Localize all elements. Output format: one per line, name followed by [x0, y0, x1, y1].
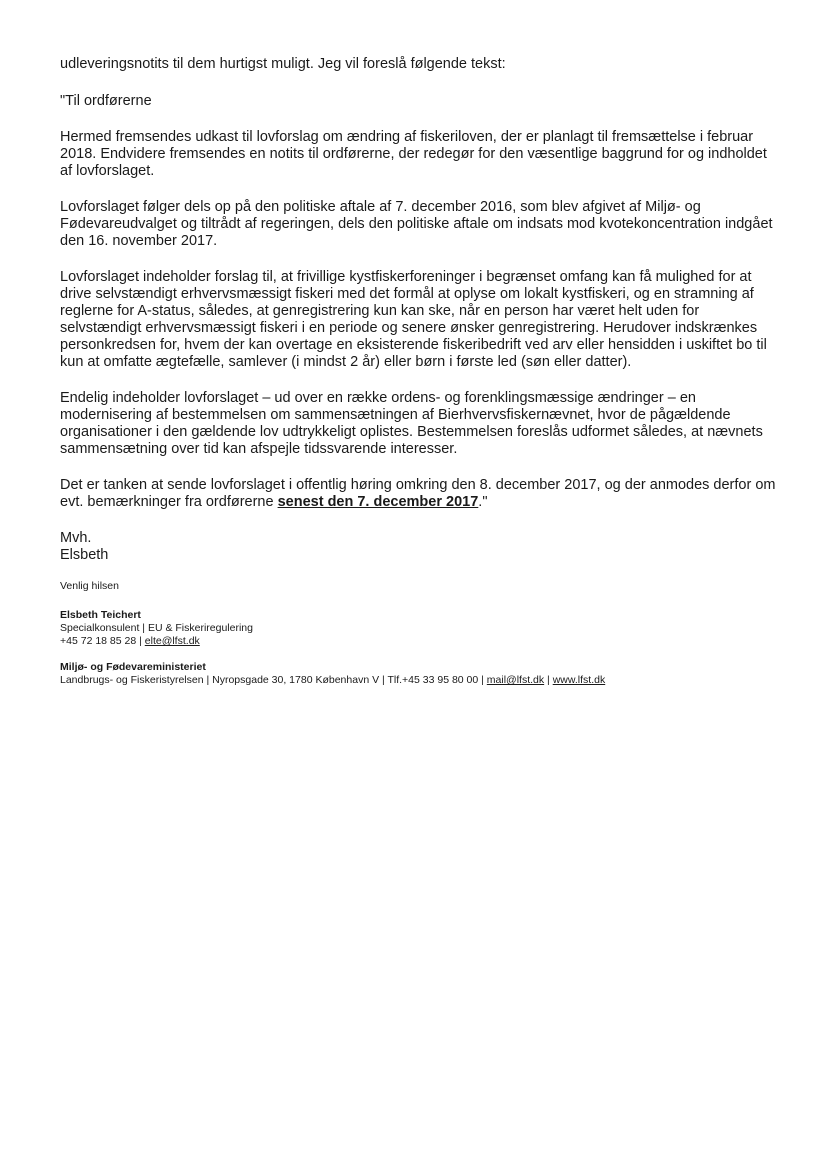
signature-address-line: [60, 674, 780, 687]
website-link[interactable]: www.lfst.dk: [552, 674, 606, 686]
signature-email-link[interactable]: elte@lfst.dk: [144, 635, 200, 647]
closing-name: Elsbeth: [60, 547, 109, 563]
signature-title: Specialkonsulent | EU & Fiskeriregulering: [60, 622, 253, 634]
email-signature: [60, 580, 780, 687]
signature-phone: +45 72 18 85 28 |: [60, 635, 145, 647]
closing: [60, 530, 780, 564]
salutation: "Til ordførerne: [60, 93, 152, 109]
closing-mvh: Mvh.: [60, 530, 92, 546]
paragraph-2: Lovforslaget følger dels op på den politiske aftale af 7. december 2016, som blev afgivet af Miljø- og Fødevareudvalget og tiltrådt af regeringen, dels den politiske aftale om indsats mod kvotekoncentration indgået den 16. november 2017.: [60, 199, 773, 249]
letter-body: [60, 56, 780, 687]
paragraph-3: Lovforslaget indeholder forslag til, at frivillige kystfiskerforeninger i begrænset omfang kan få mulighed for at drive selvstændigt erhvervsmæssigt fiskeri med det formål at oplyse om lokalt kystfiskeri, og en stramning af reglerne for A-status, således, at genregistrering kun kan ske, når en person har været helt uden for selvstændigt erhvervsmæssigt fiskeri i en periode og senere ønsker genregistrering. Herudover indskrænkes personkredsen for, hvem der kan overtage en eksisterende fiskeribedrift ved arv eller hensidden i uskiftet bo til kun at omfatte ægtefælle, samlever (i mindst 2 år) eller børn i første led (søn eller datter).: [60, 269, 767, 370]
opening-line: udleveringsnotits til dem hurtigst muligt. Jeg vil foreslå følgende tekst:: [60, 56, 506, 72]
signature-contact: [60, 635, 780, 648]
org-email-link[interactable]: mail@lfst.dk: [486, 674, 545, 686]
signature-address: Landbrugs- og Fiskeristyrelsen | Nyropsgade 30, 1780 København V | Tlf.+45 33 95 80 00 |: [60, 674, 487, 686]
signature-separator: |: [544, 674, 553, 686]
paragraph-5-end: .": [478, 494, 488, 510]
paragraph-5-text: Det er tanken at sende lovforslaget i offentlig høring omkring den 8. december 2017, og der anmodes derfor om evt. bemærkninger fra ordførerne: [60, 477, 776, 510]
signature-greeting: Venlig hilsen: [60, 580, 119, 592]
paragraph-4: Endelig indeholder lovforslaget – ud over en række ordens- og forenklingsmæssige ændringer – en modernisering af bestemmelsen om sammensætningen af Bierhvervsfiskernævnet, hvor de pågældende organisationer i den gældende lov udtrykkeligt oplistes. Bestemmelsen foreslås udformet således, at nævnets sammensætning over tid kan afspejle tidssvarende interesser.: [60, 390, 763, 457]
signature-name: Elsbeth Teichert: [60, 609, 141, 621]
signature-ministry: Miljø- og Fødevareministeriet: [60, 661, 206, 673]
paragraph-5: [60, 477, 780, 511]
deadline-text: senest den 7. december 2017: [277, 494, 479, 510]
paragraph-1: Hermed fremsendes udkast til lovforslag om ændring af fiskeriloven, der er planlagt til fremsættelse i februar 2018. Endvidere fremsendes en notits til ordførerne, der redegør for den væsentlige baggrund for og indholdet af lovforslaget.: [60, 129, 767, 179]
